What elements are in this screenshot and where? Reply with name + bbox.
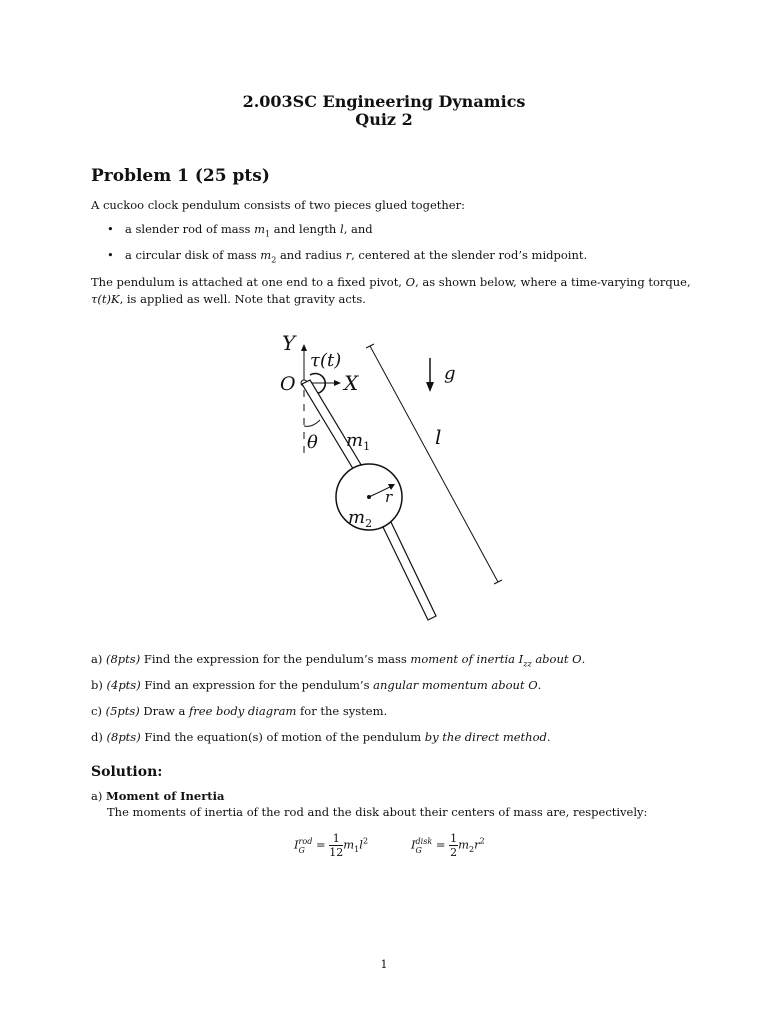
solution-a-text: The moments of inertia of the rod and the disk about their centers of mass are, respectively: [107,805,648,819]
question-a: a) (8pts) Find the expression for the pendulum’s mass moment of inertia $I_{zz}$ about O. [91,652,586,669]
length-tick-top [366,344,374,348]
y-axis-label: Y [282,331,296,355]
question-b: b) (4pts) Find an expression for the pendulum’s angular momentum about O. [91,678,542,692]
page-number: 1 [380,958,388,971]
length-dimension-line [370,346,498,582]
m1-label: $m_1$ [346,430,371,453]
pendulum-figure [240,320,530,635]
m2-label: $m_2$ [348,507,373,530]
bullet-rod: • a slender rod of mass $m_1$ and length l, and [107,222,373,239]
solution-heading: Solution: [91,764,163,780]
bullet-dot: • [107,248,114,262]
attachment-paragraph: The pendulum is attached at one end to a fixed pivot, O, as shown below, where a time-varying torque, τ(t)K, is applied as well. Note that gravity acts. [91,275,691,306]
length-tick-bottom [494,580,502,584]
bullet-dot: • [107,222,114,236]
theta-label: θ [307,432,318,453]
x-axis-label: X [344,371,359,395]
problem-heading: Problem 1 (25 pts) [91,166,270,186]
problem-intro: A cuckoo clock pendulum consists of two pieces glued together: [91,198,465,212]
length-label: l [435,425,442,449]
theta-arc [304,420,320,426]
rod-lower [382,520,436,620]
question-d: d) (8pts) Find the equation(s) of motion of the pendulum by the direct method. [91,730,551,744]
equation-disk-inertia: I disk G = $\frac{1}{2}$ $m_2r^2$ [411,832,485,859]
y-axis-arrowhead [301,344,307,351]
radius-label: r [385,488,393,506]
document-subtitle: Quiz 2 [355,110,413,129]
x-axis-arrowhead [334,380,341,386]
pivot-label: O [280,373,296,395]
solution-a-heading: a) Moment of Inertia [91,789,225,803]
gravity-arrowhead [426,382,434,392]
document-title: 2.003SC Engineering Dynamics [242,92,526,111]
gravity-label: g [444,363,456,384]
bullet-disk: • a circular disk of mass $m_2$ and radius r, centered at the slender rod’s midpoint. [107,248,588,265]
question-c: c) (5pts) Draw a free body diagram for the system. [91,704,388,718]
equation-rod-inertia: I rod G = $\frac{1}{12}$ $m_1l^2$ [294,832,369,859]
torque-label: τ(t) [310,350,342,371]
